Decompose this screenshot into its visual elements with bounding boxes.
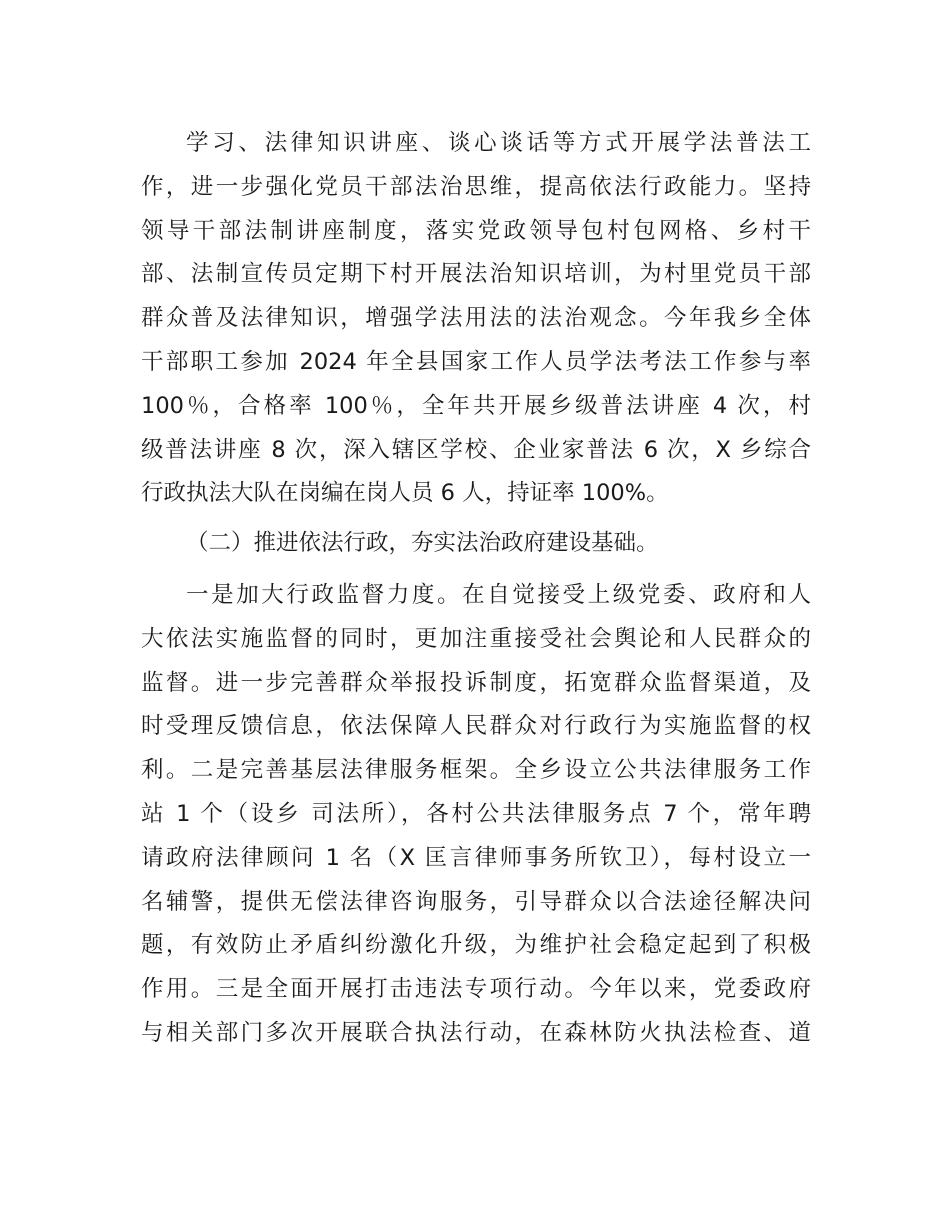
text-line: 请政府法律顾问 1 名（X 匡言律师事务所钦卫），每村设立一	[141, 844, 811, 871]
text-line: 一是加大行政监督力度。在自觉接受上级党委、政府和人	[186, 582, 811, 608]
text-line: 监督。进一步完善群众举报投诉制度，拓宽群众监督渠道，及	[141, 669, 811, 696]
text-line: 与相关部门多次开展联合执法行动，在森林防火执法检查、道	[141, 1019, 811, 1046]
text-line: 学习、法律知识讲座、谈心谈话等方式开展学法普法工	[186, 130, 811, 156]
text-line: 作用。三是全面开展打击违法专项行动。今年以来，党委政府	[141, 976, 811, 1003]
text-line: 大依法实施监督的同时，更加注重接受社会舆论和人民群众的	[141, 625, 811, 652]
text-line: 题，有效防止矛盾纠纷激化升级，为维护社会稳定起到了积极	[141, 932, 811, 959]
section-heading	[141, 521, 811, 565]
text-line: 100％，合格率 100％，全年共开展乡级普法讲座 4 次，村	[141, 392, 811, 419]
section-heading-text: （二）推进依法行政，夯实法治政府建设基础。	[186, 530, 659, 556]
text-line: 名辅警，提供无偿法律咨询服务，引导群众以合法途径解决问	[141, 888, 811, 915]
text-line: 部、法制宣传员定期下村开展法治知识培训，为村里党员干部	[141, 261, 811, 288]
text-line: 时受理反馈信息，依法保障人民群众对行政行为实施监督的权	[141, 713, 811, 740]
text-line: 作，进一步强化党员干部法治思维，提高依法行政能力。坚持	[141, 173, 811, 200]
text-line: 干部职工参加 2024 年全县国家工作人员学法考法工作参与率	[141, 348, 811, 375]
text-line: 站 1 个（设乡 司法所），各村公共法律服务点 7 个，常年聘	[141, 800, 811, 827]
paragraph-legal-education	[141, 122, 811, 516]
text-line: 领导干部法制讲座制度，落实党政领导包村包网格、乡村干	[141, 217, 811, 244]
text-line: 级普法讲座 8 次，深入辖区学校、企业家普法 6 次，X 乡综合	[141, 436, 811, 463]
text-line: 利。二是完善基层法律服务框架。全乡设立公共法律服务工作	[141, 757, 811, 784]
text-line: 行政执法大队在岗编在岗人员 6 人，持证率 100%。	[141, 480, 669, 507]
paragraph-administration	[141, 574, 811, 1056]
text-line: 群众普及法律知识，增强学法用法的法治观念。今年我乡全体	[141, 305, 811, 332]
